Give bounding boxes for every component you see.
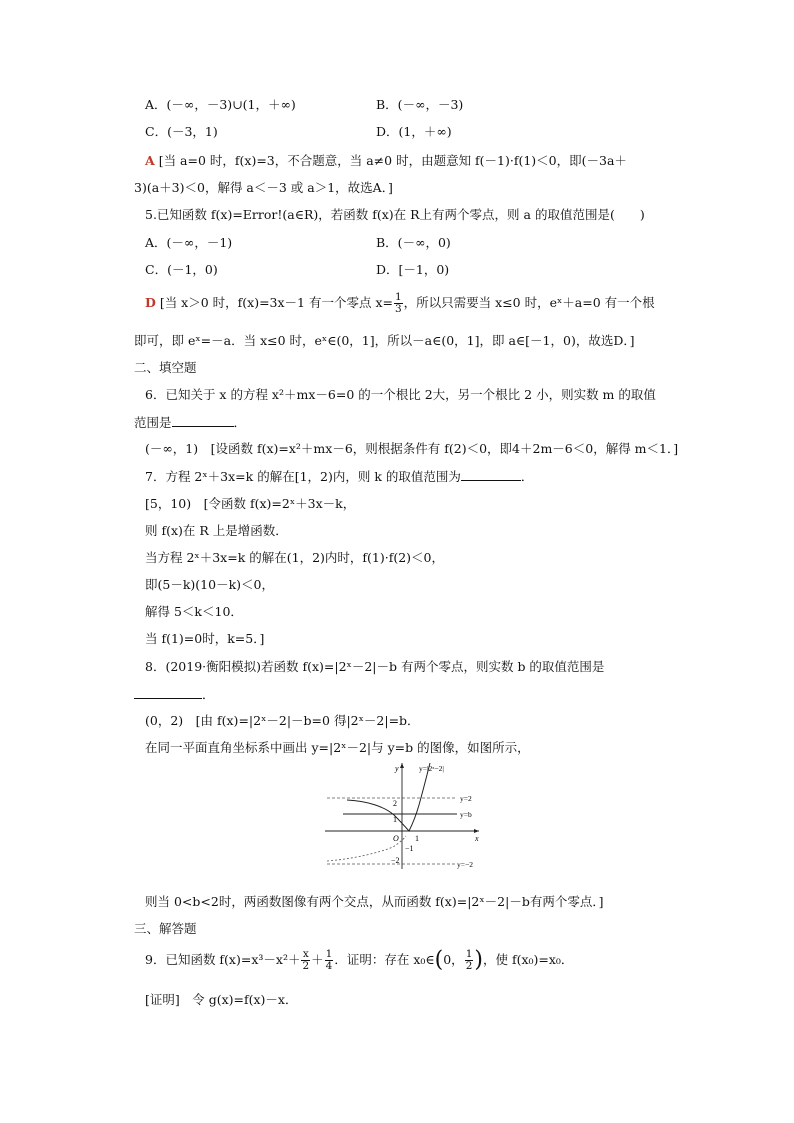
q9-stem: 9．已知函数 f(x)=x³－x²＋ $\frac{x}{2}$ ＋ $\frac{1}{4}$ ．证明：存在 x₀∈(0， $\frac{1}{2}$ )，使 f(x₀)=x₀． — [145, 947, 574, 973]
tick-label-1: 1 — [393, 815, 397, 824]
tick-label-2: 2 — [393, 799, 397, 808]
q9-frac-1-over-2: $\frac{1}{2}$ — [465, 948, 473, 972]
q8-answer-line2: 在同一平面直角坐标系中画出 y=|2ˣ－2|与 y=b 的图像，如图所示， — [145, 740, 530, 755]
q4-answer-text1: [当 a=0 时，f(x)=3，不合题意，当 a≠0 时，由题意知 f(－1)·f(1)＜0，即(－3a＋ — [158, 153, 627, 168]
q4-option-a: A．(－∞，－3)∪(1，＋∞) — [145, 97, 296, 112]
tick-label-minus-2: −2 — [391, 856, 400, 865]
q8-answer-blank — [134, 686, 202, 699]
q6-answer: (－∞，1) [设函数 f(x)=x²＋mx－6，则根据条件有 f(2)＜0，即4＋2m－6＜0，解得 m＜1．] — [145, 441, 679, 456]
section-heading-fill-blank: 二、填空题 — [134, 360, 197, 375]
q4-option-c: C．(－3，1) — [145, 124, 218, 139]
abs-exponential-curve — [347, 763, 430, 831]
q4-answer-line2: 3)(a＋3)＜0，解得 a＜－3 或 a＞1，故选A．] — [134, 180, 393, 195]
q5-stem: 5.已知函数 f(x)=Error!(a∈R)，若函数 f(x)在 R上有两个零点，则 a 的取值范围是( ) — [145, 207, 645, 222]
y-axis-arrow-icon — [400, 763, 404, 768]
tick-label-minus-1: −1 — [405, 844, 414, 853]
q7-answer-blank — [461, 468, 521, 481]
q4-answer-line1 — [145, 153, 627, 169]
q7-answer-line5: 解得 5＜k＜10． — [145, 604, 243, 619]
q5-option-d: D．[－1，0) — [376, 262, 450, 277]
q4-answer-letter: A — [145, 153, 155, 168]
origin-label: O — [393, 834, 399, 843]
q5-fraction: $\frac{1}{3}$ — [394, 291, 402, 315]
q8-answer-line1: (0，2) [由 f(x)=|2ˣ－2|－b=0 得|2ˣ－2|=b． — [145, 713, 420, 728]
q5-option-a: A．(－∞，－1) — [145, 235, 233, 250]
q7-answer-line2: 则 f(x)在 R 上是增函数． — [145, 523, 288, 538]
q7-answer-line1: [5，10) [令函数 f(x)=2ˣ＋3x－k， — [145, 496, 356, 511]
q5-answer-text1a: [当 x＞0 时，f(x)=3x－1 有一个零点 x= — [159, 295, 393, 310]
q4-option-b: B．(－∞，－3) — [376, 97, 464, 112]
q7-answer-line3: 当方程 2ˣ＋3x=k 的解在(1，2)内时，f(1)·f(2)＜0， — [145, 550, 444, 565]
q6-line1: 6．已知关于 x 的方程 x²＋mx－6=0 的一个根比 2大，另一个根比 2 小，则实数 m 的取值 — [145, 387, 656, 402]
y-axis-label: y — [395, 764, 399, 773]
q8-line2: ． — [134, 686, 215, 703]
q4-option-d: D．(1，＋∞) — [376, 124, 452, 139]
q7-answer-line6: 当 f(1)=0时，k=5．] — [145, 631, 265, 646]
q5-answer-letter: D — [145, 295, 156, 310]
q9-proof: [证明] 令 g(x)=f(x)－x． — [145, 992, 298, 1007]
q5-option-b: B．(－∞，0) — [376, 235, 451, 250]
q9-frac-x-over-2: $\frac{x}{2}$ — [302, 948, 310, 972]
q8-answer-line3: 则当 0<b<2时，两函数图像有两个交点，从而函数 f(x)=|2ˣ－2|－b有两个零点．] — [145, 894, 604, 909]
label-y-equals-minus-2: y=−2 — [457, 860, 473, 869]
q9-frac-1-over-4: $\frac{1}{4}$ — [325, 948, 333, 972]
q5-answer-text1b: ，所以只需要当 x≤0 时，eˣ＋a=0 有一个根 — [403, 295, 655, 310]
curve-label: y=|2ˣ−2| — [419, 764, 444, 773]
q6-line2: 范围是 ． — [134, 415, 247, 430]
function-graph — [323, 759, 483, 871]
q7-answer-line4: 即(5－k)(10－k)＜0， — [145, 577, 274, 592]
x-axis-arrow-icon — [474, 829, 479, 833]
q5-option-c: C．(－1，0) — [145, 262, 218, 277]
section-heading-answers: 三、解答题 — [134, 921, 197, 936]
tick-label-x1: 1 — [415, 834, 419, 843]
q5-answer-line2: 即可，即 eˣ=－a．当 x≤0 时，eˣ∈(0，1]，所以－a∈(0，1]，即 a∈[－1，0)，故选D．] — [134, 333, 635, 348]
label-y-equals-2: y=2 — [460, 794, 472, 803]
q8-line1: 8．(2019·衡阳模拟)若函数 f(x)=|2ˣ－2|－b 有两个零点，则实数 b 的取值范围是 — [145, 659, 605, 674]
q5-answer-line1 — [145, 292, 655, 315]
q6-answer-blank — [172, 414, 234, 427]
q7-stem: 7．方程 2ˣ＋3x=k 的解在[1，2)内，则 k 的取值范围为 ． — [145, 469, 534, 484]
label-y-equals-b: y=b — [460, 810, 472, 819]
x-axis-label: x — [475, 834, 479, 843]
